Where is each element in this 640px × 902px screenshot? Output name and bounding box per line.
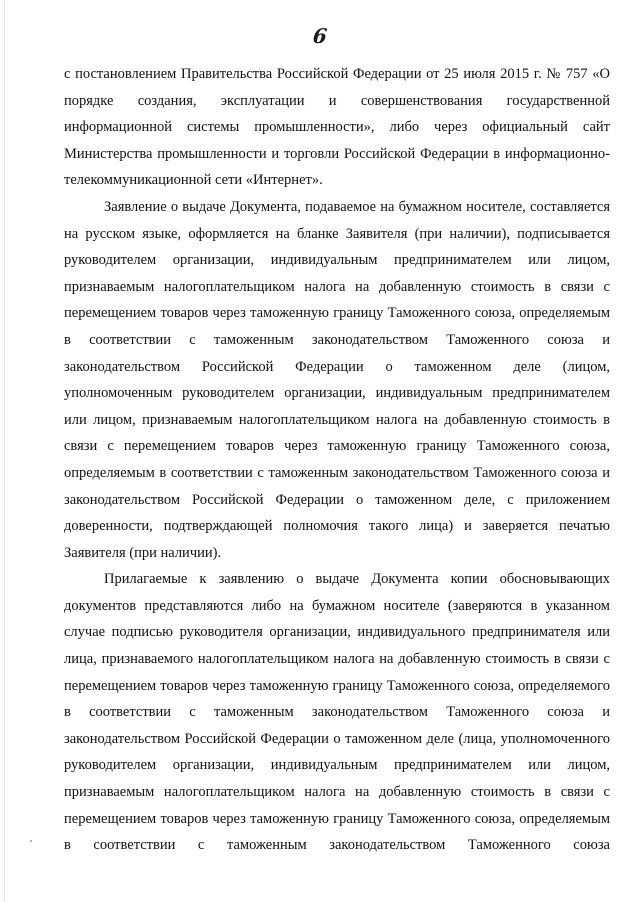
scan-speck: [30, 840, 32, 842]
paragraph-continuation: с постановлением Правительства Российской Федерации от 25 июля 2015 г. № 757 «О порядке создания, эксплуатации и совершенствования государственной информационной системы промышленности», либо через официальный сайт Министерства промышленности и торговли Российской Федерации в информационно-телекоммуникационной сети «Интернет».: [64, 66, 610, 189]
page-number: 6: [311, 24, 329, 48]
paragraph-application-requirements: Заявление о выдаче Документа, подаваемое на бумажном носителе, составляется на русском языке, оформляется на бланке Заявителя (при наличии), подписывается руководителем организации, индивидуальным предпринимателем или лицом, признаваемым налогоплательщиком налога на добавленную стоимость в связи с перемещением товаров через таможенную границу Таможенного союза, определяемым в соответствии с таможенным законодательством Таможенного союза и законодательством Российской Федерации о таможенном деле (лицом, уполномоченным руководителем организации, индивидуальным предпринимателем или лицом, признаваемым налогоплательщиком налога на добавленную стоимость в связи с перемещением товаров через таможенную границу Таможенного союза, определяемым в соответствии с таможенным законодательством Таможенного союза и законодательством Российской Федерации о таможенном деле, с приложением доверенности, подтверждающей полномочия такого лица) и заверяется печатью Заявителя (при наличии).: [64, 198, 610, 561]
paragraph-attached-documents: Прилагаемые к заявлению о выдаче Документа копии обосновывающих документов представляются либо на бумажном носителе (заверяются в указанном случае подписью руководителя организации, индивидуального предпринимателя или лица, признаваемого налогоплательщиком налога на добавленную стоимость в связи с перемещением товаров через таможенную границу Таможенного союза, определяемого в соответствии с таможенным законодательством Таможенного союза и законодательством Российской Федерации о таможенном деле (лица, уполномоченного руководителем организации, индивидуальным предпринимателем или лицом, признаваемым налогоплательщиком налога на добавленную стоимость в связи с перемещением товаров через таможенную границу Таможенного союза, определяемым в соответствии с таможенным законодательством Таможенного союза: [64, 571, 610, 854]
document-body: [64, 61, 610, 859]
